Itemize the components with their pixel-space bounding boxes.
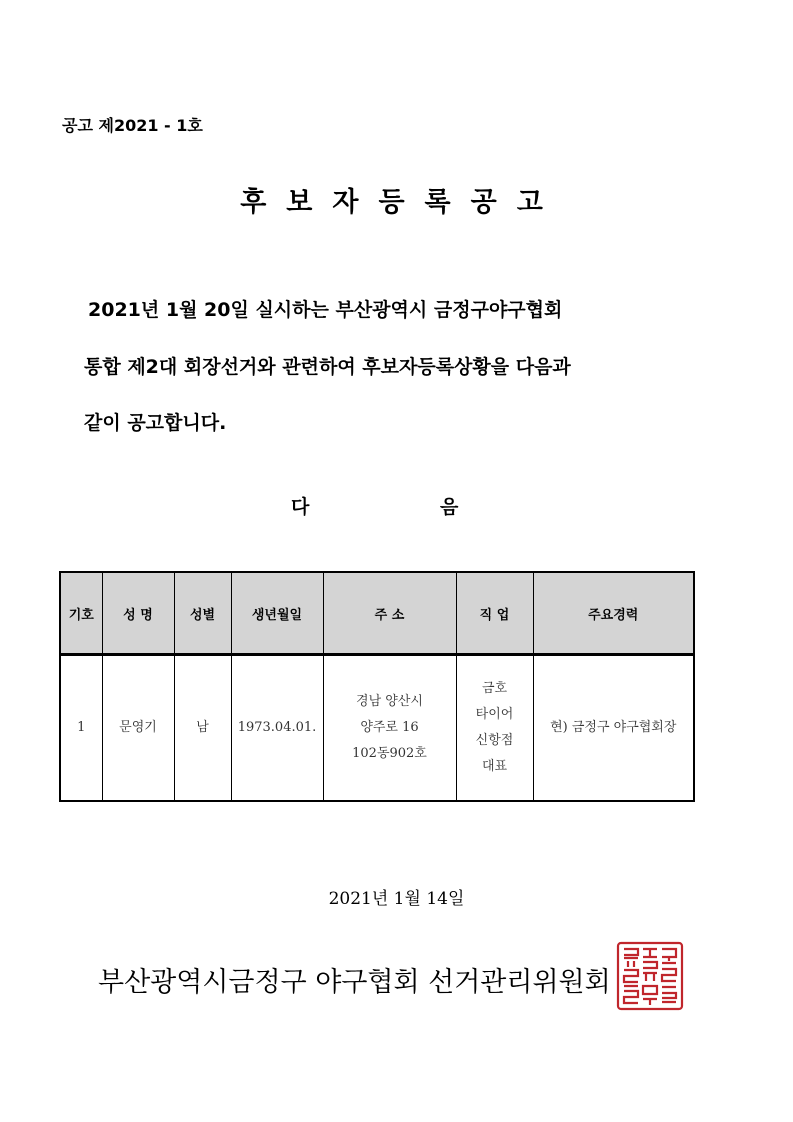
body-line-2: 통합 제2대 회장선거와 관련하여 후보자등록상황을 다음과 (84, 356, 571, 378)
eum-label: 음 (440, 496, 459, 518)
occupation-line: 타이어 (475, 707, 514, 722)
header-address: 주 소 (323, 572, 456, 655)
cell-career: 현) 금정구 야구협회장 (533, 655, 694, 802)
address-line: 양주로 16 (360, 720, 419, 735)
cell-name: 문영기 (102, 655, 174, 802)
occupation-line: 대표 (481, 759, 508, 774)
announcement-date: 2021년 1월 14일 (328, 889, 465, 909)
header-gender: 성별 (174, 572, 231, 655)
cell-number: 1 (60, 655, 102, 802)
cell-occupation (456, 655, 533, 802)
table-row (60, 655, 694, 802)
occupation-line: 금호 (481, 681, 508, 696)
notice-number: 공고 제2021 - 1호 (62, 116, 203, 135)
official-seal (616, 941, 684, 1011)
body-line-3: 같이 공고합니다. (84, 412, 227, 434)
address-line: 경남 양산시 (356, 694, 423, 709)
da-label: 다 (291, 496, 310, 518)
candidate-table (59, 571, 695, 802)
header-number: 기호 (60, 572, 102, 655)
cell-gender: 남 (174, 655, 231, 802)
cell-birth-date: 1973.04.01. (231, 655, 323, 802)
header-career: 주요경력 (533, 572, 694, 655)
occupation-line: 신항점 (475, 733, 514, 748)
page-title: 후보자등록공고 (240, 187, 563, 218)
organization-name: 부산광역시금정구 야구협회 선거관리위원회 (98, 967, 611, 998)
header-birth-date: 생년월일 (231, 572, 323, 655)
table-header-row (60, 572, 694, 655)
header-name: 성 명 (102, 572, 174, 655)
body-line-1: 2021년 1월 20일 실시하는 부산광역시 금정구야구협회 (88, 299, 563, 321)
cell-address (323, 655, 456, 802)
address-line: 102동902호 (352, 746, 427, 761)
header-occupation: 직 업 (456, 572, 533, 655)
